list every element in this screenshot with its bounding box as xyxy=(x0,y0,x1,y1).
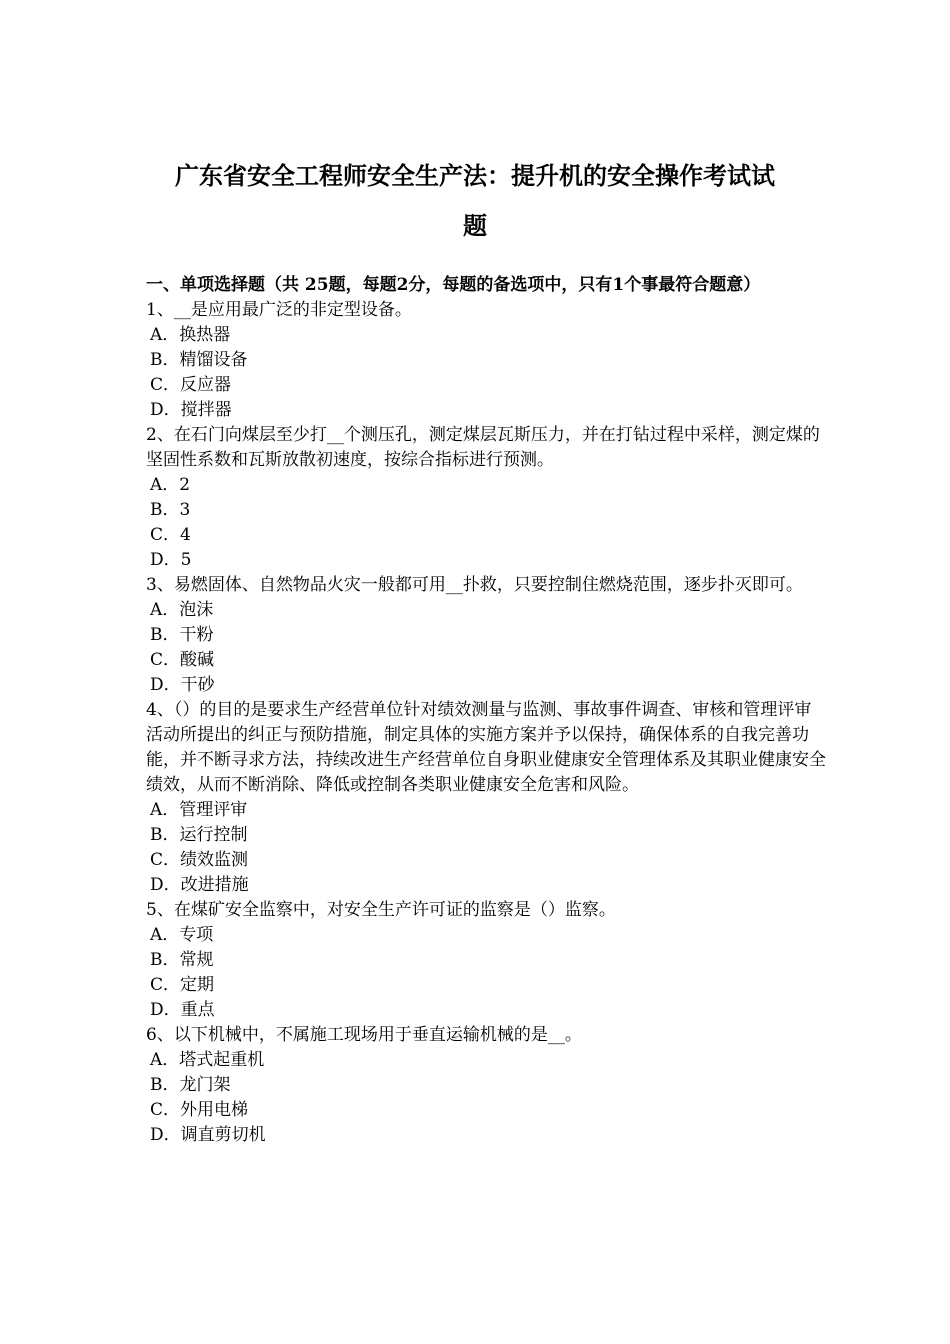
option-b: B．运行控制 xyxy=(150,825,248,845)
document-title-line2: 题 xyxy=(463,211,487,240)
question-1 xyxy=(146,298,826,423)
question-text: 5、在煤矿安全监察中，对安全生产许可证的监察是（）监察。 xyxy=(146,900,616,920)
option-a: A．管理评审 xyxy=(150,800,248,820)
option-c: C．绩效监测 xyxy=(150,850,249,870)
question-6 xyxy=(146,1023,826,1148)
option-b: B．干粉 xyxy=(150,625,214,645)
question-4 xyxy=(146,698,826,898)
document-body xyxy=(146,273,826,1148)
option-d: D．5 xyxy=(150,550,192,570)
question-5 xyxy=(146,898,826,1023)
question-text: 2、在石门向煤层至少打__个测压孔，测定煤层瓦斯压力，并在打钻过程中采样，测定煤的坚固性系数和瓦斯放散初速度，按综合指标进行预测。 xyxy=(146,425,820,470)
option-b: B．龙门架 xyxy=(150,1075,231,1095)
question-text: 4、（）的目的是要求生产经营单位针对绩效测量与监测、事故事件调查、审核和管理评审活动所提出的纠正与预防措施，制定具体的实施方案并予以保持，确保体系的自我完善功能，并不断寻求方法，持续改进生产经营单位自身职业健康安全管理体系及其职业健康安全绩效，从而不断消除、降低或控制各类职业健康安全危害和风险。 xyxy=(146,700,826,795)
option-b: B．精馏设备 xyxy=(150,350,248,370)
question-text: 6、以下机械中，不属施工现场用于垂直运输机械的是__。 xyxy=(146,1025,582,1045)
option-d: D．改进措施 xyxy=(150,875,249,895)
option-c: C．反应器 xyxy=(150,375,232,395)
question-3 xyxy=(146,573,826,698)
option-c: C．定期 xyxy=(150,975,215,995)
option-d: D．调直剪切机 xyxy=(150,1125,266,1145)
option-c: C．4 xyxy=(150,525,191,545)
option-c: C．酸碱 xyxy=(150,650,215,670)
option-d: D．干砂 xyxy=(150,675,215,695)
section-heading: 一、单项选择题（共 25题，每题2分，每题的备选项中，只有1个事最符合题意） xyxy=(146,275,761,295)
question-text: 3、易燃固体、自然物品火灾一般都可用__扑救，只要控制住燃烧范围，逐步扑灭即可。 xyxy=(146,575,803,595)
question-text: 1、__是应用最广泛的非定型设备。 xyxy=(146,300,412,320)
option-a: A．2 xyxy=(150,475,191,495)
option-d: D．重点 xyxy=(150,1000,215,1020)
question-2 xyxy=(146,423,826,573)
option-d: D．搅拌器 xyxy=(150,400,232,420)
option-c: C．外用电梯 xyxy=(150,1100,249,1120)
document-title-line1: 广东省安全工程师安全生产法：提升机的安全操作考试试 xyxy=(175,161,775,190)
option-a: A．泡沫 xyxy=(150,600,214,620)
option-a: A．换热器 xyxy=(150,325,231,345)
option-a: A．专项 xyxy=(150,925,214,945)
option-b: B．常规 xyxy=(150,950,214,970)
option-b: B．3 xyxy=(150,500,191,520)
option-a: A．塔式起重机 xyxy=(150,1050,265,1070)
